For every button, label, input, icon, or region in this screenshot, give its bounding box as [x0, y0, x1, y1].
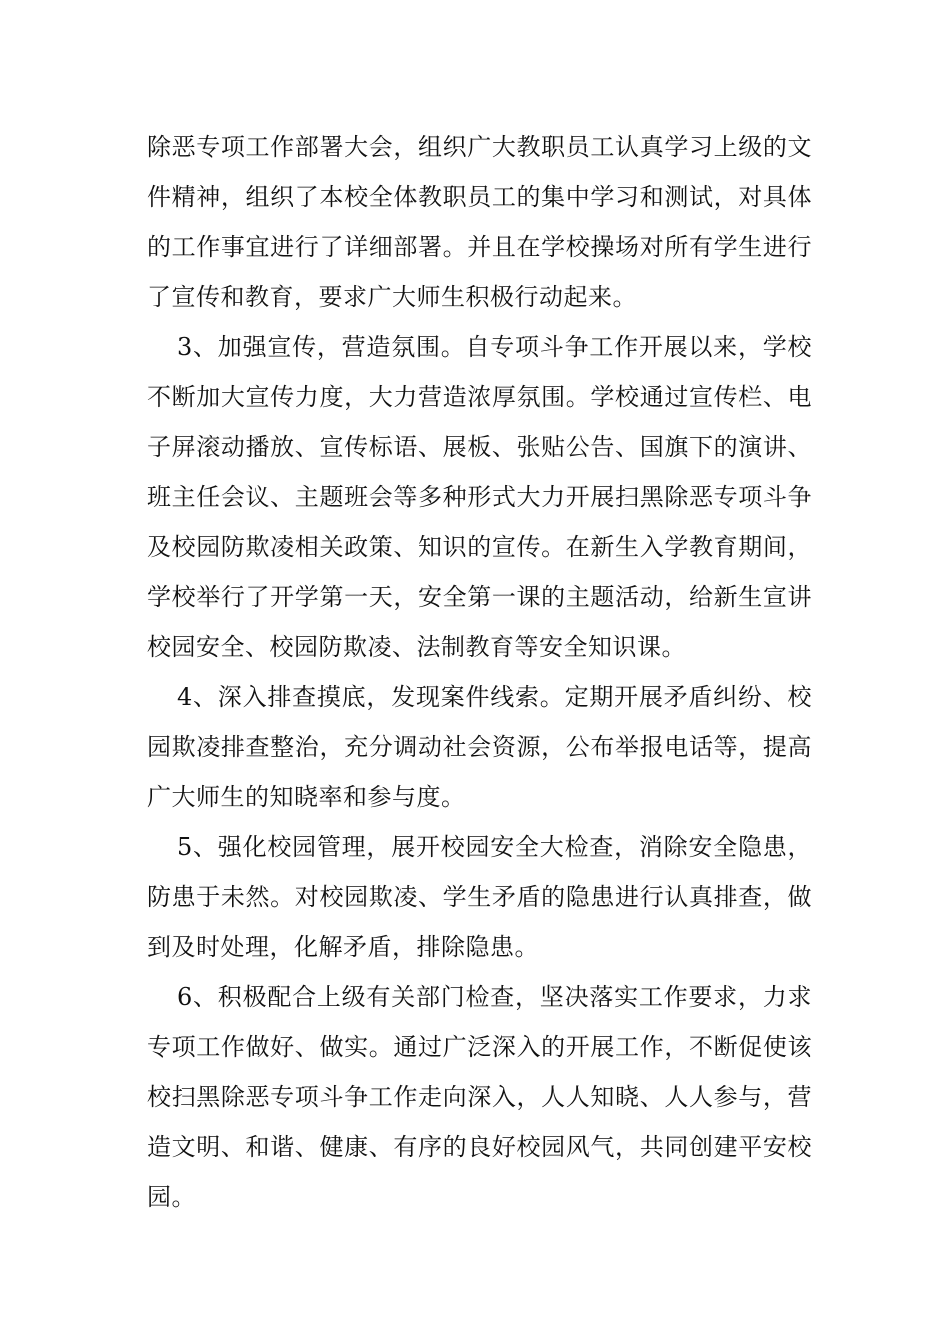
- document-body: [147, 122, 812, 1222]
- paragraph-item-4: 4、深入排查摸底，发现案件线索。定期开展矛盾纠纷、校园欺凌排查整治，充分调动社会资源，公布举报电话等，提高广大师生的知晓率和参与度。: [147, 683, 812, 811]
- paragraph-item-5: 5、强化校园管理，展开校园安全大检查，消除安全隐患，防患于未然。对校园欺凌、学生矛盾的隐患进行认真排查，做到及时处理，化解矛盾，排除隐患。: [147, 833, 812, 961]
- paragraph-continued: 除恶专项工作部署大会，组织广大教职员工认真学习上级的文件精神，组织了本校全体教职员工的集中学习和测试，对具体的工作事宜进行了详细部署。并且在学校操场对所有学生进行了宣传和教育，要求广大师生积极行动起来。: [147, 133, 812, 311]
- paragraph-item-6: 6、积极配合上级有关部门检查，坚决落实工作要求，力求专项工作做好、做实。通过广泛深入的开展工作，不断促使该校扫黑除恶专项斗争工作走向深入，人人知晓、人人参与，营造文明、和谐、健康、有序的良好校园风气，共同创建平安校园。: [147, 983, 812, 1211]
- paragraph-item-3: 3、加强宣传，营造氛围。自专项斗争工作开展以来，学校不断加大宣传力度，大力营造浓厚氛围。学校通过宣传栏、电子屏滚动播放、宣传标语、展板、张贴公告、国旗下的演讲、班主任会议、主题班会等多种形式大力开展扫黑除恶专项斗争及校园防欺凌相关政策、知识的宣传。在新生入学教育期间，学校举行了开学第一天，安全第一课的主题活动，给新生宣讲校园安全、校园防欺凌、法制教育等安全知识课。: [147, 333, 812, 661]
